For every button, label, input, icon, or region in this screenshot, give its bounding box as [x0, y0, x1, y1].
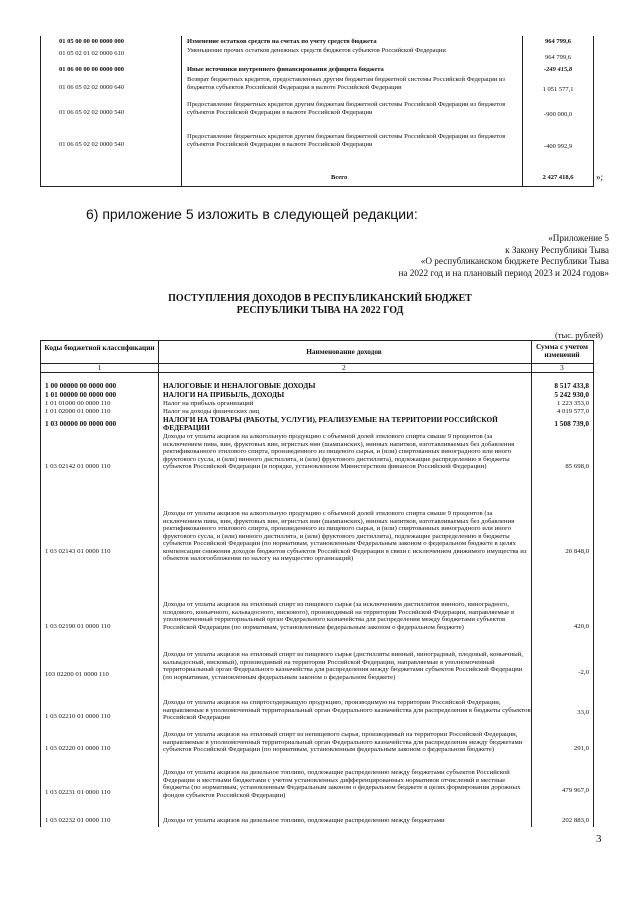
- row-name: Доходы от уплаты акцизов на алкогольную продукцию с объемной долей этилового спирта свыше 9 процентов (за исключением пива, вин, фруктовых вин, игристых вин (шампанских), винных напитков, изготавливаемых без добавления ректификованного этилового спирта, произведенного из пищевого сырья, и (или) спиртованных виноградного или иного фруктового сусла, и (или) винного дистиллята, и (или) фруктового дистиллята), подлежащие распределению в бюджеты субъектов Российской Федерации (в порядке, установленном Министерством финансов Российской Федерации): [163, 433, 515, 471]
- row-code: 1 03 02220 01 0000 110: [45, 745, 111, 752]
- row-value: 479 967,0: [562, 787, 589, 794]
- closing-quote-mark: »;: [596, 172, 604, 182]
- row-name: НАЛОГИ НА ТОВАРЫ (РАБОТЫ, УСЛУГИ), РЕАЛИЗУЕМЫЕ НА ТЕРРИТОРИИ РОССИЙСКОЙ ФЕДЕРАЦИИ: [163, 415, 498, 432]
- page-number: 3: [596, 833, 602, 845]
- row-value: 8 517 433,8: [554, 381, 589, 390]
- row-code: 01 05 02 01 02 0000 610: [59, 50, 124, 57]
- row-name: Доходы от уплаты акцизов на алкогольную продукцию с объемной долей этилового спирта свыше 9 процентов (за исключением пива, вин, фруктовых вин, игристых вин (шампанских), винных напитков, изготавливаемых без добавления ректификованного этилового спирта, произведенного из пищевого сырья, и (или) спиртованных виноградного или иного фруктового сусла, и (или) винного дистиллята, и (или) фруктового дистиллята), подлежащие распределению в бюджеты субъектов Российской Федерации (по нормативам, установленным Федеральным законом о федеральном бюджете в целях компенсации снижения доходов бюджетов субъектов Российской Федерации в связи с исключением движимого имущества из объектов налогообложения по налогу на имущество организаций): [163, 510, 527, 563]
- header-number: 3: [560, 363, 564, 372]
- column-divider: [531, 341, 532, 827]
- row-name: Предоставление бюджетных кредитов другим бюджетам бюджетной системы Российской Федерации из бюджетов субъектов Российской Федерации в валюте Российской Федерации: [187, 101, 506, 116]
- row-value: 964 799,6: [545, 38, 571, 45]
- header-amount: Сумма с учетом изменений: [535, 342, 589, 360]
- header-number: 1: [97, 363, 102, 372]
- row-code: 01 05 00 00 00 0000 000: [59, 38, 124, 45]
- row-name: НАЛОГОВЫЕ И НЕНАЛОГОВЫЕ ДОХОДЫ: [163, 381, 316, 390]
- row-name: Доходы от уплаты акцизов на этиловый спирт из непищевого сырья, производимый на территории Российской Федерации, направляемые в уполномоченный территориальный орган Федерального казначейства для распределения между бюджетами субъектов Российской Федерации (по нормативам, установленным федеральным законом о федеральном бюджете): [163, 731, 523, 754]
- row-name: Доходы от уплаты акцизов на дизельное топливо, подлежащие распределению между бюджетами: [163, 817, 445, 824]
- row-value: -900 000,0: [543, 111, 573, 118]
- appendix-line: к Закону Республики Тыва: [505, 244, 609, 255]
- row-code: 1 03 00000 00 0000 000: [45, 419, 117, 428]
- row-name: Доходы от уплаты акцизов на этиловый спирт из пищевого сырья (за исключением дистиллятов винного, виноградного, плодового, коньячного, кальвадосного, вискового), производимый на территории Российской Федерации, направляемые в уполномоченный территориальный орган Федерального казначейства для распределения между бюджетами субъектов Российской Федерации (по нормативам, установленным федеральным законом о федеральном бюджете): [163, 601, 515, 631]
- title-line: ПОСТУПЛЕНИЯ ДОХОДОВ В РЕСПУБЛИКАНСКИЙ БЮДЖЕТ: [168, 293, 472, 304]
- column-divider: [181, 36, 182, 186]
- row-code: 1 01 01000 00 0000 110: [45, 400, 111, 407]
- row-code: 1 00 00000 00 0000 000: [45, 381, 117, 390]
- row-value: 1 508 739,0: [554, 419, 589, 428]
- title-line: РЕСПУБЛИКИ ТЫВА НА 2022 ГОД: [236, 304, 404, 316]
- appendix-line: «О республиканском бюджете Республики Тыва: [420, 256, 609, 266]
- row-value: -400 992,9: [543, 143, 573, 150]
- row-name: Доходы от уплаты акцизов на спиртосодержащую продукцию, производимую на территории Российской Федерации, направляемые в уполномоченный территориальный орган Федерального казначейства для распределения в бюджеты субъектов Российской Федерации: [163, 699, 531, 722]
- appendix-heading: [289, 233, 609, 279]
- row-name: Возврат бюджетных кредитов, предоставленных другим бюджетам бюджетной системы Российской Федерации из бюджетов субъектов Российской Федерации в валюте Российской Федерации: [187, 76, 505, 91]
- row-code: 1 03 02143 01 0000 110: [45, 548, 111, 555]
- row-code: 1 03 02190 01 0000 110: [45, 623, 111, 630]
- revenue-table: [40, 340, 594, 827]
- row-value: -249 415,8: [543, 66, 573, 73]
- row-name: Доходы от уплаты акцизов на дизельное топливо, подлежащие распределению между бюджетами субъектов Российской Федерации и местными бюджетами с учетом установленных дифференцированных нормативов отчислений в местные бюджеты (по нормативам, установленным Федеральным законом о федеральном бюджете в целях формирования дорожных фондов субъектов Российской Федерации): [163, 769, 521, 799]
- row-name: Налог на прибыль организаций: [163, 400, 254, 407]
- row-code: 1 03 02142 01 0000 110: [45, 463, 111, 470]
- row-code: 103 02200 01 0000 110: [45, 671, 109, 678]
- row-code: 01 06 05 02 02 0000 540: [59, 109, 124, 116]
- appendix-line: «Приложение 5: [548, 233, 609, 243]
- row-value: 85 698,0: [565, 463, 589, 470]
- row-value: 202 883,0: [562, 817, 589, 824]
- row-name: Уменьшение прочих остатков денежных средств бюджетов субъектов Российской Федерации: [187, 47, 446, 54]
- row-code: 01 06 05 02 02 0000 540: [59, 141, 124, 148]
- row-code: 01 06 05 02 02 0000 640: [59, 84, 124, 91]
- previous-table-continuation: [40, 36, 594, 187]
- header-divider: [41, 372, 593, 373]
- header-codes: Коды бюджетной классификации: [44, 343, 155, 352]
- total-label: Всего: [331, 174, 348, 181]
- row-value: 1 223 353,0: [556, 400, 589, 407]
- row-value: 964 799,6: [545, 54, 571, 61]
- row-name: НАЛОГИ НА ПРИБЫЛЬ, ДОХОДЫ: [163, 390, 285, 399]
- row-value: 4 019 577,0: [556, 408, 589, 415]
- header-number: 2: [342, 363, 346, 372]
- row-name: Предоставление бюджетных кредитов другим бюджетам бюджетной системы Российской Федерации из бюджетов субъектов Российской Федерации в валюте Российской Федерации: [187, 133, 506, 148]
- row-name: Изменение остатков средств на счетах по учету средств бюджета: [187, 38, 377, 45]
- appendix-line: на 2022 год и на плановый период 2023 и 2024 годов»: [398, 267, 609, 278]
- row-value: 20 848,0: [565, 548, 589, 555]
- row-code: 1 03 02232 01 0000 110: [45, 817, 111, 824]
- header-names: Наименование доходов: [306, 347, 382, 356]
- row-code: 1 01 02000 01 0000 110: [45, 408, 111, 415]
- amendment-item: 6) приложение 5 изложить в следующей редакции:: [86, 206, 418, 222]
- column-divider: [522, 36, 523, 186]
- row-code: 1 03 02210 01 0000 110: [45, 713, 111, 720]
- row-value: 1 051 577,1: [542, 86, 574, 93]
- row-name: Доходы от уплаты акцизов на этиловый спирт из пищевого сырья (дистилляты винный, виноградный, плодовый, коньячный, кальвадосный, висковый), производимый на территории Российской Федерации, направляемые в уполномоченный территориальный орган Федерального казначейства для распределения между бюджетами субъектов Российской Федерации (по нормативам, установленным федеральным законом о федеральном бюджете): [163, 651, 523, 681]
- row-code: 1 03 02231 01 0000 110: [45, 789, 111, 796]
- column-divider: [158, 341, 159, 827]
- document-title: [100, 293, 540, 316]
- row-code: 1 01 00000 00 0000 000: [45, 390, 117, 399]
- row-value: 420,0: [573, 623, 589, 630]
- unit-label: (тыс. рублей): [554, 330, 603, 340]
- row-name: Иные источники внутреннего финансирования дефицита бюджета: [187, 66, 384, 73]
- row-name: Налог на доходы физических лиц: [163, 408, 260, 415]
- row-code: 01 06 00 00 00 0000 000: [59, 66, 124, 73]
- row-value: 5 242 930,0: [554, 390, 589, 399]
- row-value: 33,0: [577, 709, 589, 716]
- total-value: 2 427 418,6: [542, 174, 574, 181]
- row-value: -2,0: [578, 669, 589, 676]
- row-value: 291,0: [573, 745, 589, 752]
